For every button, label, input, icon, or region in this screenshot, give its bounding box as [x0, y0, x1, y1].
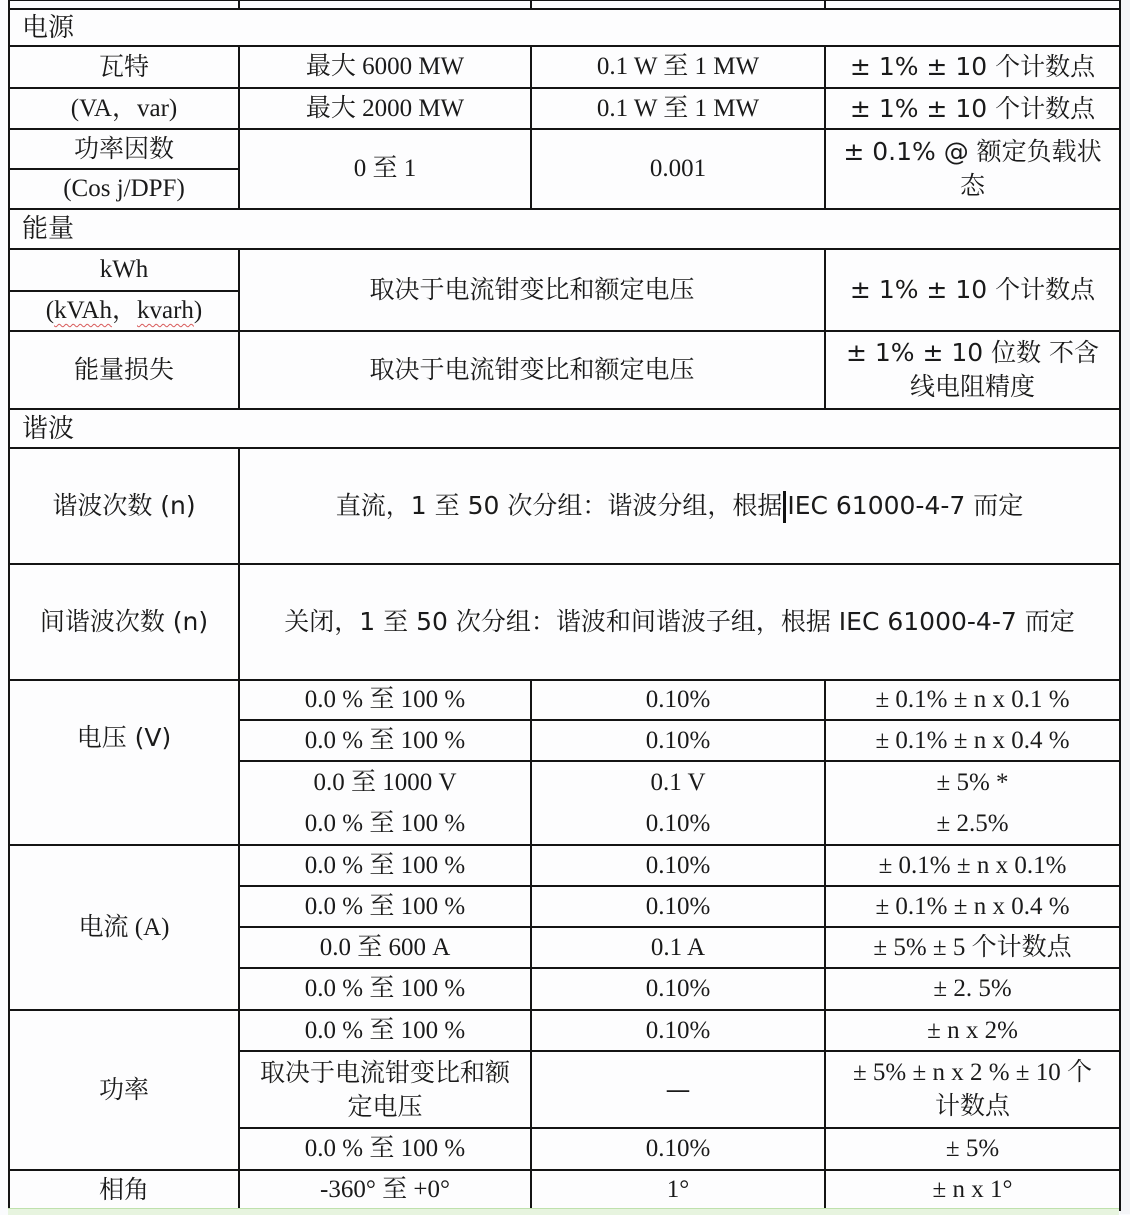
- resolution-cell: 0.10%: [531, 968, 825, 1010]
- accuracy-cell: ± 1% ± 10 个计数点: [825, 46, 1120, 88]
- table-row-power-factor: [9, 129, 1120, 169]
- resolution-line: 0.1 V: [650, 769, 706, 796]
- range-cell: 0.0 % 至 100 %: [239, 845, 531, 886]
- range-cell: 0 至 1: [239, 129, 531, 209]
- resolution-cell: 0.10%: [531, 1128, 825, 1170]
- range-cell: 0.0 % 至 100 %: [239, 886, 531, 927]
- param-cell: 功率: [9, 1010, 239, 1170]
- value-text: IEC 61000-4-7 而定: [787, 491, 1024, 520]
- resolution-cell: 0.10%: [531, 886, 825, 927]
- param-cell: 电流 (A): [9, 845, 239, 1010]
- table-cell: [239, 0, 531, 9]
- range-cell: 0.0 % 至 100 %: [239, 720, 531, 761]
- specification-table: [8, 0, 1121, 1211]
- resolution-line: 0.10%: [645, 810, 711, 837]
- accuracy-cell: ± 0.1% ± n x 0.4 %: [825, 720, 1120, 761]
- param-cell: 能量损失: [9, 331, 239, 409]
- value-cell: 关闭，1 至 50 次分组：谐波和间谐波子组，根据 IEC 61000-4-7 而定: [239, 564, 1120, 680]
- separator: ，: [111, 297, 137, 324]
- value-cell: [239, 448, 1120, 564]
- resolution-cell: 0.001: [531, 129, 825, 209]
- accuracy-cell: ± 0.1% ± n x 0.4 %: [825, 886, 1120, 927]
- section-heading-power: 电源: [9, 9, 1120, 46]
- value-text: 直流，1 至 50 次分组：谐波分组，根据: [335, 491, 783, 520]
- accuracy-line: ± 2.5%: [936, 810, 1009, 837]
- range-cell: 取决于电流钳变比和额定电压: [239, 249, 825, 331]
- param-cell: (VA，var): [9, 88, 239, 129]
- resolution-cell: 0.10%: [531, 720, 825, 761]
- param-cell: 谐波次数 (n): [9, 448, 239, 564]
- accuracy-cell: ± 1% ± 10 个计数点: [825, 88, 1120, 129]
- table-row-current-1: [9, 845, 1120, 886]
- accuracy-cell: ± n x 2%: [825, 1010, 1120, 1051]
- range-cell: 最大 6000 MW: [239, 46, 531, 88]
- range-line: 0.0 % 至 100 %: [304, 810, 466, 837]
- resolution-cell: [531, 761, 825, 845]
- table-row-watts: [9, 46, 1120, 88]
- table-cell: [825, 0, 1120, 9]
- table-row-kwh: [9, 249, 1120, 291]
- param-cell: 功率因数: [9, 129, 239, 169]
- resolution-cell: 0.10%: [531, 680, 825, 720]
- range-cell: 0.0 % 至 100 %: [239, 1128, 531, 1170]
- table-row-harmonic-order: [9, 448, 1120, 564]
- accuracy-line: ± 5% *: [936, 769, 1009, 796]
- range-cell: 0.0 % 至 100 %: [239, 680, 531, 720]
- range-cell: 取决于电流钳变比和额定电压: [239, 1051, 531, 1128]
- accuracy-cell: ± 5%: [825, 1128, 1120, 1170]
- range-cell: 0.0 至 600 A: [239, 927, 531, 968]
- table-row-clipped: [9, 0, 1120, 9]
- table-row-power-1: [9, 1010, 1120, 1051]
- section-row-energy: [9, 209, 1120, 249]
- accuracy-cell: [825, 761, 1120, 845]
- range-cell: -360° 至 +0°: [239, 1170, 531, 1210]
- resolution-cell: 0.10%: [531, 845, 825, 886]
- resolution-cell: —: [531, 1051, 825, 1128]
- accuracy-cell: ± 0.1% ± n x 0.1 %: [825, 680, 1120, 720]
- section-row-harmonics: [9, 409, 1120, 448]
- resolution-cell: 1°: [531, 1170, 825, 1210]
- resolution-cell: 0.10%: [531, 1010, 825, 1051]
- spec-document: [8, 0, 1119, 1211]
- param-cell: 间谐波次数 (n): [9, 564, 239, 680]
- table-row-energy-loss: [9, 331, 1120, 409]
- table-row-interharmonic-order: [9, 564, 1120, 680]
- accuracy-cell: ± 5% ± 5 个计数点: [825, 927, 1120, 968]
- table-row-va-var: [9, 88, 1120, 129]
- table-cell: [9, 0, 239, 9]
- text-cursor: [783, 491, 786, 523]
- accuracy-cell: ± 2. 5%: [825, 968, 1120, 1010]
- range-cell: 最大 2000 MW: [239, 88, 531, 129]
- param-cell: 瓦特: [9, 46, 239, 88]
- table-row-phase-angle: [9, 1170, 1120, 1210]
- spellcheck-word: kvarh: [136, 297, 194, 324]
- accuracy-cell: ± 1% ± 10 个计数点: [825, 249, 1120, 331]
- resolution-cell: 0.1 W 至 1 MW: [531, 46, 825, 88]
- resolution-cell: 0.1 A: [531, 927, 825, 968]
- range-cell: 0.0 % 至 100 %: [239, 1010, 531, 1051]
- accuracy-cell: ± 0.1% @ 额定负载状态: [825, 129, 1120, 209]
- range-cell: 取决于电流钳变比和额定电压: [239, 331, 825, 409]
- table-row-voltage-1: [9, 680, 1120, 720]
- accuracy-cell: ± 0.1% ± n x 0.1%: [825, 845, 1120, 886]
- accuracy-cell: ± 1% ± 10 位数 不含线电阻精度: [825, 331, 1120, 409]
- spellcheck-word: kVAh: [54, 297, 112, 324]
- accuracy-cell: ± 5% ± n x 2 % ± 10 个计数点: [825, 1051, 1120, 1128]
- param-cell: 电压 (V): [9, 680, 239, 845]
- range-cell: [239, 761, 531, 845]
- param-cell: (kVAh，kvarh): [9, 291, 239, 331]
- accuracy-cell: ± n x 1°: [825, 1170, 1120, 1210]
- table-cell: [531, 0, 825, 9]
- page-right-margin: [1120, 0, 1130, 1214]
- param-cell: kWh: [9, 249, 239, 291]
- range-line: 0.0 至 1000 V: [313, 769, 457, 796]
- section-heading-harmonics: 谐波: [9, 409, 1120, 448]
- param-cell: (Cos j/DPF): [9, 169, 239, 209]
- section-row-power: [9, 9, 1120, 46]
- resolution-cell: 0.1 W 至 1 MW: [531, 88, 825, 129]
- range-cell: 0.0 % 至 100 %: [239, 968, 531, 1010]
- param-cell: 相角: [9, 1170, 239, 1210]
- section-heading-energy: 能量: [9, 209, 1120, 249]
